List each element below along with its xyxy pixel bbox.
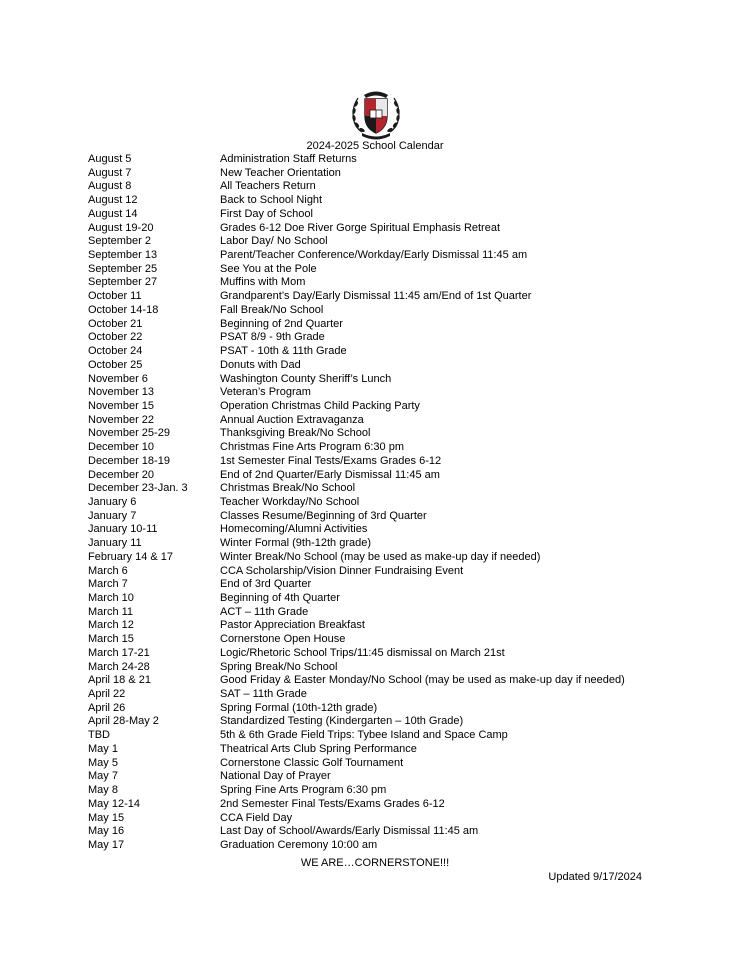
event-description: End of 2nd Quarter/Early Dismissal 11:45 am — [220, 468, 440, 481]
event-date: October 25 — [88, 358, 143, 371]
event-description: Parent/Teacher Conference/Workday/Early Dismissal 11:45 am — [220, 249, 528, 262]
event-date: August 7 — [88, 166, 132, 179]
calendar-row — [88, 523, 688, 537]
event-description: Spring Formal (10th-12th grade) — [220, 701, 378, 714]
updated-date: Updated 9/17/2024 — [548, 871, 642, 883]
event-date: September 13 — [88, 249, 158, 262]
event-date: November 6 — [88, 372, 148, 385]
event-description: Beginning of 4th Quarter — [220, 592, 340, 604]
footer-slogan: WE ARE…CORNERSTONE!!! — [300, 857, 450, 869]
calendar-row — [88, 674, 688, 688]
calendar-row — [88, 592, 688, 606]
event-description: National Day of Prayer — [220, 770, 331, 783]
event-date: May 12-14 — [88, 797, 140, 810]
event-description: Grandparent’s Day/Early Dismissal 11:45 am/End of 1st Quarter — [220, 290, 532, 303]
event-date: March 7 — [88, 578, 128, 591]
event-date: December 20 — [88, 468, 155, 481]
calendar-row — [88, 290, 688, 304]
event-date: December 10 — [88, 441, 155, 454]
event-description: Pastor Appreciation Breakfast — [220, 619, 365, 632]
event-date: November 15 — [88, 399, 155, 412]
event-date: May 17 — [88, 838, 125, 851]
event-date: May 7 — [88, 770, 118, 783]
event-date: August 12 — [88, 194, 138, 207]
event-date: January 6 — [88, 495, 137, 508]
event-description: 1st Semester Final Tests/Exams Grades 6-12 — [220, 454, 442, 467]
calendar-row — [88, 469, 688, 483]
event-description: PSAT 8/9 - 9th Grade — [220, 331, 325, 344]
calendar-row — [88, 427, 688, 441]
calendar-row — [88, 373, 688, 387]
calendar-title: 2024-2025 School Calendar — [306, 140, 444, 152]
event-date: February 14 & 17 — [88, 550, 173, 563]
event-description: Beginning of 2nd Quarter — [220, 317, 343, 330]
calendar-row — [88, 729, 688, 743]
event-description: See You at the Pole — [220, 262, 317, 275]
calendar-row — [88, 276, 688, 290]
event-description: Back to School Night — [220, 194, 323, 207]
event-date: May 8 — [88, 784, 118, 797]
calendar-row — [88, 180, 688, 194]
event-description: Classes Resume/Beginning of 3rd Quarter — [220, 509, 427, 522]
calendar-row — [88, 633, 688, 647]
event-date: May 1 — [88, 742, 118, 755]
calendar-row — [88, 812, 688, 826]
event-date: April 26 — [88, 701, 126, 714]
calendar-row — [88, 565, 688, 579]
event-date: April 18 & 21 — [88, 674, 151, 687]
calendar-row — [88, 222, 688, 236]
event-description: Spring Break/No School — [220, 660, 338, 673]
event-description: Good Friday & Easter Monday/No School (may be used as make-up day if needed) — [220, 674, 625, 687]
event-date: December 23-Jan. 3 — [88, 482, 188, 495]
event-date: May 5 — [88, 756, 118, 769]
event-description: Teacher Workday/No School — [220, 495, 360, 508]
event-description: Standardized Testing (Kindergarten – 10th Grade) — [220, 715, 464, 728]
event-date: March 11 — [88, 605, 134, 618]
calendar-row — [88, 551, 688, 565]
calendar-row — [88, 263, 688, 277]
calendar-row — [88, 386, 688, 400]
event-date: November 22 — [88, 413, 155, 426]
calendar-row — [88, 167, 688, 181]
event-description: Administration Staff Returns — [220, 153, 357, 165]
calendar-list — [88, 153, 688, 853]
event-description: Winter Formal (9th-12th grade) — [220, 537, 371, 550]
calendar-row — [88, 235, 688, 249]
event-description: Winter Break/No School (may be used as make-up day if needed) — [220, 550, 541, 563]
event-date: October 21 — [88, 317, 143, 330]
calendar-row — [88, 702, 688, 716]
event-date: March 6 — [88, 564, 128, 577]
calendar-row — [88, 318, 688, 332]
calendar-row — [88, 153, 688, 167]
event-description: End of 3rd Quarter — [220, 578, 312, 591]
calendar-row — [88, 743, 688, 757]
calendar-row — [88, 441, 688, 455]
calendar-row — [88, 510, 688, 524]
event-description: Annual Auction Extravaganza — [220, 413, 364, 426]
event-date: November 25-29 — [88, 427, 170, 440]
calendar-row — [88, 455, 688, 469]
event-date: January 7 — [88, 509, 137, 522]
event-date: October 14-18 — [88, 303, 159, 316]
event-description: Cornerstone Open House — [220, 633, 346, 646]
event-description: Donuts with Dad — [220, 358, 301, 371]
event-description: 2nd Semester Final Tests/Exams Grades 6-12 — [220, 797, 445, 810]
event-description: CCA Scholarship/Vision Dinner Fundraising Event — [220, 564, 464, 577]
event-date: January 11 — [88, 537, 142, 550]
event-description: Last Day of School/Awards/Early Dismissal 11:45 am — [220, 825, 479, 838]
calendar-row — [88, 194, 688, 208]
calendar-row — [88, 606, 688, 620]
calendar-row — [88, 414, 688, 428]
calendar-row — [88, 208, 688, 222]
event-description: First Day of School — [220, 207, 313, 220]
event-description: Graduation Ceremony 10:00 am — [220, 838, 378, 851]
calendar-row — [88, 647, 688, 661]
calendar-row — [88, 331, 688, 345]
calendar-row — [88, 537, 688, 551]
event-date: March 12 — [88, 619, 134, 632]
event-date: October 22 — [88, 331, 143, 344]
event-description: Muffins with Mom — [220, 276, 306, 289]
event-description: Labor Day/ No School — [220, 235, 328, 248]
event-date: March 15 — [88, 633, 134, 646]
calendar-row — [88, 482, 688, 496]
event-date: September 2 — [88, 235, 151, 248]
event-description: CCA Field Day — [220, 811, 293, 824]
event-description: All Teachers Return — [220, 180, 316, 193]
event-description: Spring Fine Arts Program 6:30 pm — [220, 784, 387, 797]
calendar-row — [88, 345, 688, 359]
calendar-row — [88, 661, 688, 675]
event-date: September 25 — [88, 262, 158, 275]
calendar-row — [88, 249, 688, 263]
event-date: December 18-19 — [88, 454, 170, 467]
event-description: Veteran’s Program — [220, 386, 311, 399]
event-date: April 22 — [88, 688, 126, 701]
calendar-row — [88, 784, 688, 798]
event-date: September 27 — [88, 276, 158, 289]
calendar-row — [88, 715, 688, 729]
event-description: Christmas Fine Arts Program 6:30 pm — [220, 441, 405, 454]
event-date: August 19-20 — [88, 221, 154, 234]
event-date: August 14 — [88, 207, 138, 220]
calendar-row — [88, 825, 688, 839]
event-description: Cornerstone Classic Golf Tournament — [220, 756, 404, 769]
calendar-row — [88, 619, 688, 633]
calendar-row — [88, 757, 688, 771]
calendar-row — [88, 578, 688, 592]
calendar-row — [88, 304, 688, 318]
event-description: Grades 6-12 Doe River Gorge Spiritual Emphasis Retreat — [220, 221, 501, 234]
event-date: August 8 — [88, 180, 132, 193]
event-date: May 16 — [88, 825, 125, 838]
event-description: Fall Break/No School — [220, 303, 324, 316]
event-description: SAT – 11th Grade — [220, 688, 307, 701]
event-date: August 5 — [88, 153, 132, 165]
event-date: October 24 — [88, 345, 143, 358]
event-date: March 10 — [88, 592, 134, 604]
event-description: Homecoming/Alumni Activities — [220, 523, 368, 536]
calendar-row — [88, 839, 688, 853]
event-date: November 13 — [88, 386, 155, 399]
event-date: TBD — [88, 729, 110, 742]
calendar-row — [88, 798, 688, 812]
school-crest-icon — [348, 86, 404, 140]
event-description: Theatrical Arts Club Spring Performance — [220, 742, 417, 755]
event-date: January 10-11 — [88, 523, 158, 536]
event-description: Operation Christmas Child Packing Party — [220, 399, 420, 412]
event-date: March 17-21 — [88, 646, 150, 659]
calendar-row — [88, 496, 688, 510]
calendar-row — [88, 400, 688, 414]
event-description: Christmas Break/No School — [220, 482, 356, 495]
event-date: March 24-28 — [88, 660, 150, 673]
event-description: Washington County Sheriff’s Lunch — [220, 372, 392, 385]
calendar-row — [88, 770, 688, 784]
event-description: 5th & 6th Grade Field Trips: Tybee Island and Space Camp — [220, 729, 508, 742]
event-description: ACT – 11th Grade — [220, 605, 309, 618]
event-date: April 28-May 2 — [88, 715, 159, 728]
event-description: New Teacher Orientation — [220, 166, 341, 179]
calendar-row — [88, 688, 688, 702]
event-description: Thanksgiving Break/No School — [220, 427, 371, 440]
event-description: Logic/Rhetoric School Trips/11:45 dismissal on March 21st — [220, 646, 505, 659]
event-date: May 15 — [88, 811, 125, 824]
event-description: PSAT - 10th & 11th Grade — [220, 345, 347, 358]
calendar-row — [88, 359, 688, 373]
event-date: October 11 — [88, 290, 142, 303]
